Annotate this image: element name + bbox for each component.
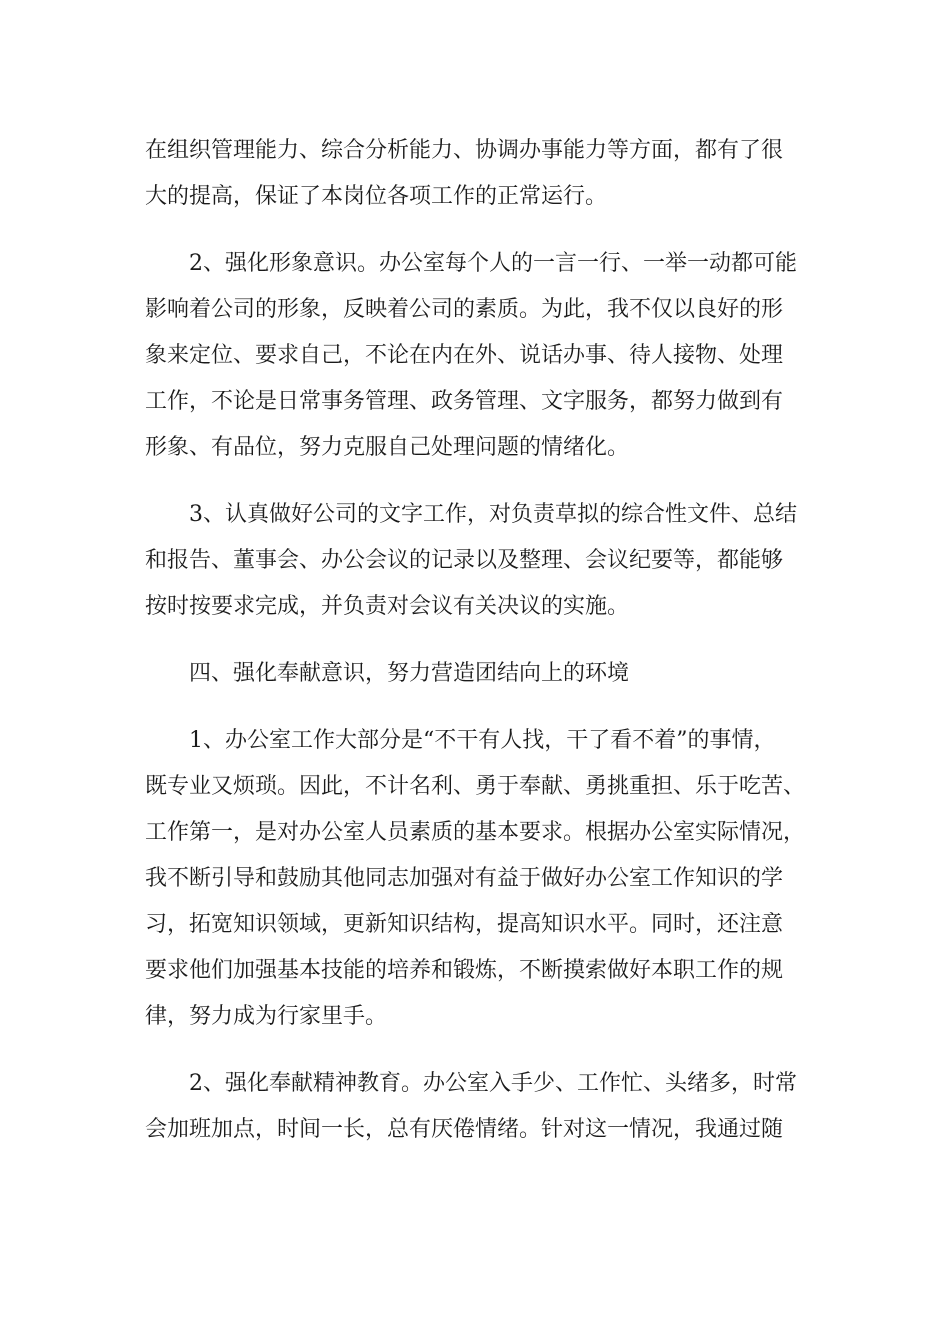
text-line: 2、强化奉献精神教育。办公室入手少、工作忙、头绪多，时常 [189,1071,797,1096]
paragraph-gap [145,471,815,492]
text-line: 习，拓宽知识领域，更新知识结构，提高知识水平。同时，还注意 [145,912,784,937]
text-line: 象来定位、要求自己，不论在内在外、说话办事、待人接物、处理 [145,343,784,368]
paragraph [145,718,815,1040]
text-line: 按时按要求完成，并负责对会议有关决议的实施。 [145,594,630,619]
text-line: 工作第一，是对办公室人员素质的基本要求。根据办公室实际情况， [145,820,806,845]
text-line: 我不断引导和鼓励其他同志加强对有益于做好办公室工作知识的学 [145,866,784,891]
text-line: 四、强化奉献意识，努力营造团结向上的环境 [189,661,630,686]
text-line: 和报告、董事会、办公会议的记录以及整理、会议纪要等，都能够 [145,548,784,573]
text-line: 工作，不论是日常事务管理、政务管理、文字服务，都努力做到有 [145,389,784,414]
text-line: 在组织管理能力、综合分析能力、协调办事能力等方面，都有了很 [145,138,784,163]
text-line: 3、认真做好公司的文字工作，对负责草拟的综合性文件、总结 [189,502,797,527]
text-line: 1、办公室工作大部分是“不干有人找，干了看不着”的事情， [189,728,776,753]
text-line: 会加班加点，时间一长，总有厌倦情绪。针对这一情况，我通过随 [145,1117,784,1142]
paragraph [145,1061,815,1153]
text-line: 影响着公司的形象，反映着公司的素质。为此，我不仅以良好的形 [145,297,784,322]
text-line: 律，努力成为行家里手。 [145,1004,388,1029]
text-line: 既专业又烦琐。因此，不计名利、勇于奉献、勇挑重担、乐于吃苦、 [145,774,806,799]
paragraph-gap [145,220,815,241]
paragraph-gap [145,630,815,651]
document-body [145,128,815,1153]
paragraph [145,492,815,630]
paragraph [145,241,815,471]
text-line: 形象、有品位，努力克服自己处理问题的情绪化。 [145,435,630,460]
text-line: 2、强化形象意识。办公室每个人的一言一行、一举一动都可能 [189,251,797,276]
paragraph [145,128,815,220]
text-line: 要求他们加强基本技能的培养和锻炼，不断摸索做好本职工作的规 [145,958,784,983]
paragraph-gap [145,697,815,718]
text-line: 大的提高，保证了本岗位各项工作的正常运行。 [145,184,608,209]
paragraph-gap [145,1040,815,1061]
paragraph [145,651,815,697]
